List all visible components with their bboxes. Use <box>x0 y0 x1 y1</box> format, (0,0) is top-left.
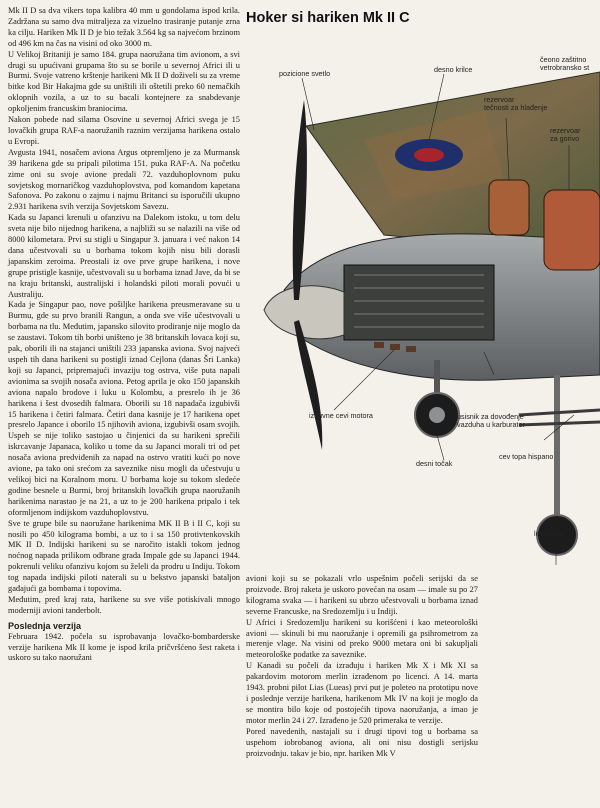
paragraph: Februara 1942. počela su isprobavanja lovačko-bombarderske verzije harikena Mk II kome je ispod krila pričvršćeno šest raketa i uskoro su tako naoružani <box>8 631 240 663</box>
paragraph: Pored navedenih, nastajali su i drugi tipovi tog u borbama sa uspehom iobrobanog aviona, ali oni nisu dostigli serijsku proizvodnju. takav je bio, npr. hariken Mk V <box>246 726 478 758</box>
label-right-wing: desno krilce <box>434 65 473 74</box>
paragraph: Kada je Singapur pao, nove pošiljke harikena preusmeravane su u Burmu, gde su prvo branili Rangun, a onda sve više učestvovali u borbama na tlu. Međutim, japansko silovito prodiranje nije moglo da se zaustavi. Tokom tih borbi uništeno je 38 britanskih lovaca koji su, pak, oborili ili na stajanci uništili 233 japanska aviona. Svoj najveći uspeh tih dana harikeni su postigli iznad Cejlona (danas Šri Lanka) koji su Japanci, pripremajući invaziju tog ostrva, više puta napali avionima sa svojih nosača aviona. Petog aprila je oko 150 japanskih aviona napalo brodove i luku u Kolombu, a presrelo ih je 36 harikena i šest dvosedih falmara. Oborili su 18 napadača izgubivši 15 harikena i četiri falmara. Četiri dana kasnije je 17 harikena opet presrelo Japance i oborilo 15 njihovih aviona, izgubivši osam svojih. Uspeh se nije toliko sastojao u činjenici da su harikeni sprečili iskrcavanje Japanaca, koliko u tome da su Japanci morali tri od pet nosača aviona predviđenih za napad na ostrvo vratiti kući po nove avione, pa tako oni srećom za saveznike nisu mogli da učestvuju u velikoj bici na Koralnom moru. U borbama koje su tokom sledeće godine besnele u Burmi, broj britanskih lovačkih grupa naoružanih harikenima narastao je na 21, a uz to je 200 harikena pripalo i tek oformljenom indijskom vazduhoplovstvu. <box>8 300 240 517</box>
label-nav-light: pozicione svetlo <box>279 69 331 78</box>
label-fuel-tank: rezervoar za gorivo <box>550 126 581 144</box>
label-right-wheel: desni točak <box>416 459 453 468</box>
paragraph: Međutim, pred kraj rata, harikene su sve više potiskivali mnogo moderniji avioni tanderbolt. <box>8 594 240 615</box>
diagram-title: Hoker si hariken Mk II C <box>246 10 410 26</box>
landing-gear-strut-left <box>554 375 560 515</box>
engine-block <box>344 265 494 340</box>
roundel-inner <box>414 148 444 162</box>
paragraph: U Kanadi su počeli da izrađuju i hariken Mk X i Mk XI sa pakardovim motorom merlin izrađenom po licenci. A 14. marta 1943. probni pilot Lias (Lueas) prvi put je poleteo na prototipu nove i poslednje verzije harikena, harikenom Mk IV na koji je moglo da se montira bilo koje od postojećih tipova naoružanja, a imao je motor merlin 24 i 27. Izrađeno je 520 primeraka te verzije. <box>246 661 478 725</box>
label-coolant-tank: rezervoar tečnosti za hlađenje <box>484 95 548 113</box>
left-text-column <box>8 6 240 664</box>
coolant-tank <box>489 180 529 235</box>
paragraph: Sve te grupe bile su naoružane harikenima MK II B i II C, koji su nosili po 450 kilograma bombi, a uz to i sa 150 protivtenkovskih MK II D. Indijski harikeni su se naročito istakli tokom jednog noćnog napada prilikom odbrane grada Impale gde su Japanci 1944. pokrenuli veliku ofanzivu kojom su želeli da prodru u Indiju. Tokom tog napada indijski piloti naterali su u bekstvo japanski bataljon gađajući ga bombama i topovima. <box>8 518 240 594</box>
paragraph: avioni koji su se pokazali vrlo uspešnim počeli serijski da se proizvode. Broj raketa je uskoro povećan na osam — imale su po 27 kilograma svaka — i harikeni su ubrzo učestvovali u borbama iznad severne Francuske, na Sredozemlju i u Indiji. <box>246 574 478 616</box>
label-cockpit-armor: čeono zaštitno vetrobransko st <box>540 55 590 73</box>
bottom-text-column <box>246 574 478 759</box>
propeller-spinner <box>264 286 344 339</box>
paragraph: U Africi i Sredozemlju harikeni su korišćeni i kao meteorološki avioni — skinuli bi mu naoružanje i opremili ga psihrometrom za merenje vlage. Na visini od preko 9000 metara oni bi sakupljali meteorološke podatke za saveznike. <box>246 617 478 660</box>
paragraph: Avgusta 1941, nosačem aviona Argus otpremljeno je za Murmansk 39 harikena gde su pripali pilotima 151. puka RAF-A. Na početku zime oni su svoje avione predali 72. vazduhoplovnom puku sovjetskog mornaričkog vazduhoplovstva, pod komandom kapetana Safonova. Po zakonu o zajmu i najmu Britanci su isporučili ukupno 2.931 harikena svih verzija Sovjetskom Savezu. <box>8 147 240 212</box>
paragraph: Nakon pobede nad silama Osovine u severnoj Africi svega je 15 lovačkih grupa RAF-a naoružanih raznim verzijama harikena ostalo u Evropi. <box>8 115 240 146</box>
label-left-wheel: levi točak <box>534 529 564 538</box>
label-air-intake: usisnik za dovođenje vazduha u karburator <box>457 412 525 430</box>
label-exhaust: izduvne cevi motora <box>309 411 373 420</box>
section-heading: Poslednja verzija <box>8 620 82 631</box>
paragraph: U Velikoj Britaniji je samo 184. grupa naoružana tim avionom, a svi drugi su upućivani grupama što su se borile u severnoj Africi ili u Burmi. Svoje vatreno krštenje harikeni Mk II D doživeli su za vreme bitke kod Bir Hakajma gde su uništili ili oštetili preko 60 nemačkih oklopnih vozila, a uz to su bacali kontejnere za snabdevanje opkoljenim francuskim braniocima. <box>8 49 240 114</box>
aircraft-cutaway-diagram <box>244 30 600 570</box>
fuel-tank <box>544 190 600 270</box>
label-cannon-barrels: cev topa hispano <box>499 452 554 461</box>
paragraph: Kada su Japanci krenuli u ofanzivu na Dalekom istoku, u tom delu sveta nije bilo nijednog harikena, a najbliži su se nalazili na više od 8000 kilometara. Prvi su stigli u Singapur 3. januara i već nakon 14 dana učestvovali su u borbama tokom kojih nisu bili dorasli japanskim zeroima. Preostali iz ove prve grupe harikena, i nove grupe pristigle kasnije, učestvovali su u borbama iznad Jave, da bi se na kraju britanski, australijski i holandski piloti morali povući u Australiju. <box>8 213 240 299</box>
paragraph: Mk II D sa dva vikers topa kalibra 40 mm u gondolama ispod krila. Zadržana su samo dva mitraljeza za vizuelno trasiranje putanje zrna ka cilju. Hariken Mk II D je bio težak 3.564 kg sa najvećom brzinom od 496 km na čas na visini od oko 3000 m. <box>8 6 240 48</box>
